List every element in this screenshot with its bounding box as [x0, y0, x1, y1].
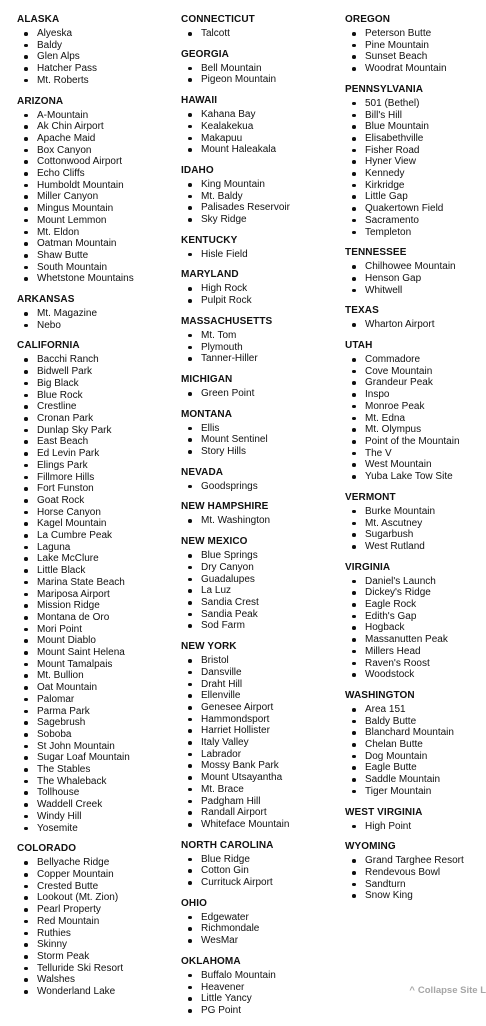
- collapse-site-list-label: Collapse Site L: [417, 985, 486, 996]
- site-link[interactable]: Dunlap Sky Park: [17, 425, 177, 437]
- state-section: [181, 409, 341, 458]
- state-heading: MICHIGAN: [181, 373, 233, 385]
- state-heading: TEXAS: [345, 305, 379, 317]
- site-link[interactable]: Mt. Eldon: [17, 227, 177, 239]
- caret-up-icon: ^: [409, 985, 415, 996]
- site-link[interactable]: Mt. Ascutney: [345, 518, 486, 530]
- site-link[interactable]: La Luz: [181, 585, 341, 597]
- site-link[interactable]: Ellis: [181, 423, 341, 435]
- site-link[interactable]: Templeton: [345, 227, 486, 239]
- state-heading: MASSACHUSETTS: [181, 315, 273, 327]
- site-link[interactable]: Cronan Park: [17, 413, 177, 425]
- state-section: [181, 165, 341, 226]
- site-link[interactable]: Little Yancy: [181, 993, 341, 1005]
- site-link[interactable]: Oat Mountain: [17, 682, 177, 694]
- state-heading: NEVADA: [181, 466, 224, 478]
- state-heading: CALIFORNIA: [17, 340, 80, 352]
- site-link[interactable]: Sugarbush: [345, 529, 486, 541]
- site-link[interactable]: Heavener: [181, 982, 341, 994]
- site-list: [181, 550, 341, 632]
- site-link[interactable]: East Beach: [17, 436, 177, 448]
- site-link[interactable]: Baldy: [17, 40, 177, 52]
- site-link[interactable]: A-Mountain: [17, 110, 177, 122]
- site-link[interactable]: Laguna: [17, 542, 177, 554]
- site-link[interactable]: Kealakekua: [181, 121, 341, 133]
- state-heading: TENNESSEE: [345, 247, 407, 259]
- site-link[interactable]: Mount Utsayantha: [181, 772, 341, 784]
- state-section: [181, 898, 341, 947]
- site-link[interactable]: Elisabethville: [345, 133, 486, 145]
- site-link[interactable]: Horse Canyon: [17, 507, 177, 519]
- site-link[interactable]: Hammondsport: [181, 714, 341, 726]
- site-link[interactable]: Windy Hill: [17, 811, 177, 823]
- state-heading: OKLAHOMA: [181, 955, 241, 967]
- site-list: [181, 423, 341, 458]
- site-list: [345, 576, 486, 681]
- site-link[interactable]: Tiger Mountain: [345, 786, 486, 798]
- site-link[interactable]: Chelan Butte: [345, 739, 486, 751]
- site-link[interactable]: Sunset Beach: [345, 51, 486, 63]
- site-link[interactable]: Hogback: [345, 622, 486, 634]
- site-link[interactable]: Palomar: [17, 694, 177, 706]
- site-list: [17, 28, 177, 87]
- site-link[interactable]: Lookout (Mt. Zion): [17, 892, 177, 904]
- site-link[interactable]: Yosemite: [17, 823, 177, 835]
- site-link[interactable]: Box Canyon: [17, 145, 177, 157]
- site-link[interactable]: Telluride Ski Resort: [17, 963, 177, 975]
- state-section: [345, 84, 486, 238]
- site-link[interactable]: Padgham Hill: [181, 796, 341, 808]
- site-link[interactable]: Plymouth: [181, 342, 341, 354]
- site-link[interactable]: Story Hills: [181, 446, 341, 458]
- site-list: [181, 854, 341, 889]
- site-link[interactable]: St John Mountain: [17, 741, 177, 753]
- site-link[interactable]: Ak Chin Airport: [17, 121, 177, 133]
- site-link[interactable]: Glen Alps: [17, 51, 177, 63]
- site-link[interactable]: Big Black: [17, 378, 177, 390]
- site-list: [181, 283, 341, 306]
- site-link[interactable]: South Mountain: [17, 262, 177, 274]
- site-list: [345, 319, 486, 331]
- site-link[interactable]: Hyner View: [345, 156, 486, 168]
- site-link[interactable]: Whitwell: [345, 285, 486, 297]
- site-link[interactable]: Sod Farm: [181, 620, 341, 632]
- state-heading: NEW YORK: [181, 641, 237, 653]
- site-link[interactable]: West Rutland: [345, 541, 486, 553]
- state-heading: OREGON: [345, 14, 391, 25]
- site-list: [345, 704, 486, 798]
- state-section: [345, 340, 486, 483]
- site-list: [181, 249, 341, 261]
- site-link[interactable]: Mount Saint Helena: [17, 647, 177, 659]
- site-link[interactable]: Goodsprings: [181, 481, 341, 493]
- state-heading: KENTUCKY: [181, 234, 238, 246]
- site-link[interactable]: Soboba: [17, 729, 177, 741]
- site-list: [181, 28, 341, 40]
- site-link[interactable]: Tollhouse: [17, 787, 177, 799]
- site-link[interactable]: Sagebrush: [17, 717, 177, 729]
- site-link[interactable]: Buffalo Mountain: [181, 970, 341, 982]
- site-link[interactable]: Pulpit Rock: [181, 295, 341, 307]
- site-link[interactable]: Ed Levin Park: [17, 448, 177, 460]
- site-link[interactable]: Currituck Airport: [181, 877, 341, 889]
- site-link[interactable]: Crested Butte: [17, 881, 177, 893]
- site-link[interactable]: Blue Springs: [181, 550, 341, 562]
- site-link[interactable]: Alyeska: [17, 28, 177, 40]
- site-link[interactable]: Commadore: [345, 354, 486, 366]
- site-link[interactable]: Wharton Airport: [345, 319, 486, 331]
- site-link[interactable]: Dog Mountain: [345, 751, 486, 763]
- site-link[interactable]: Echo Cliffs: [17, 168, 177, 180]
- site-link[interactable]: Eagle Butte: [345, 762, 486, 774]
- site-link[interactable]: Mori Point: [17, 624, 177, 636]
- site-link[interactable]: Mariposa Airport: [17, 589, 177, 601]
- site-link[interactable]: High Rock: [181, 283, 341, 295]
- state-section: [345, 247, 486, 296]
- site-link[interactable]: The Stables: [17, 764, 177, 776]
- state-section: [345, 562, 486, 681]
- site-link[interactable]: Mt. Washington: [181, 515, 341, 527]
- site-link[interactable]: Mount Lemmon: [17, 215, 177, 227]
- site-link[interactable]: Bristol: [181, 655, 341, 667]
- site-link[interactable]: Skinny: [17, 939, 177, 951]
- site-link[interactable]: Raven's Roost: [345, 658, 486, 670]
- site-link[interactable]: Blanchard Mountain: [345, 727, 486, 739]
- site-link[interactable]: Area 151: [345, 704, 486, 716]
- site-link[interactable]: Goat Rock: [17, 495, 177, 507]
- site-link[interactable]: Kagel Mountain: [17, 518, 177, 530]
- site-link[interactable]: Makapuu: [181, 133, 341, 145]
- site-link[interactable]: Burke Mountain: [345, 506, 486, 518]
- site-link[interactable]: Bell Mountain: [181, 63, 341, 75]
- site-link[interactable]: Sandia Crest: [181, 597, 341, 609]
- site-list: [181, 63, 341, 86]
- site-link[interactable]: Italy Valley: [181, 737, 341, 749]
- site-link[interactable]: Draht Hill: [181, 679, 341, 691]
- site-list: [181, 109, 341, 156]
- site-link[interactable]: Little Gap: [345, 191, 486, 203]
- site-link[interactable]: Peterson Butte: [345, 28, 486, 40]
- site-link[interactable]: Dickey's Ridge: [345, 587, 486, 599]
- site-link[interactable]: Mount Haleakala: [181, 144, 341, 156]
- site-link[interactable]: Palisades Reservoir: [181, 202, 341, 214]
- site-column-2: [181, 14, 341, 1026]
- site-link[interactable]: Miller Canyon: [17, 191, 177, 203]
- site-link[interactable]: Monroe Peak: [345, 401, 486, 413]
- state-section: [181, 840, 341, 889]
- site-link[interactable]: Saddle Mountain: [345, 774, 486, 786]
- state-section: [345, 690, 486, 798]
- site-link[interactable]: Dry Canyon: [181, 562, 341, 574]
- site-link[interactable]: Bidwell Park: [17, 366, 177, 378]
- site-link[interactable]: Mt. Brace: [181, 784, 341, 796]
- site-link[interactable]: Mt. Edna: [345, 413, 486, 425]
- site-link[interactable]: Quakertown Field: [345, 203, 486, 215]
- state-section: [181, 269, 341, 306]
- collapse-site-list-button[interactable]: [409, 985, 486, 996]
- site-link[interactable]: Mount Tamalpais: [17, 659, 177, 671]
- state-section: [17, 340, 177, 834]
- site-link[interactable]: Richmondale: [181, 923, 341, 935]
- site-link[interactable]: Kennedy: [345, 168, 486, 180]
- site-link[interactable]: Yuba Lake Tow Site: [345, 471, 486, 483]
- site-link[interactable]: Millers Head: [345, 646, 486, 658]
- site-link[interactable]: Fort Funston: [17, 483, 177, 495]
- site-link[interactable]: Pigeon Mountain: [181, 74, 341, 86]
- site-link[interactable]: Chilhowee Mountain: [345, 261, 486, 273]
- site-link[interactable]: Red Mountain: [17, 916, 177, 928]
- site-link[interactable]: The V: [345, 448, 486, 460]
- site-link[interactable]: Walshes: [17, 974, 177, 986]
- site-link[interactable]: Hisle Field: [181, 249, 341, 261]
- site-link[interactable]: Mt. Bullion: [17, 670, 177, 682]
- site-link[interactable]: Elings Park: [17, 460, 177, 472]
- site-list: [17, 308, 177, 331]
- site-link[interactable]: Sugar Loaf Mountain: [17, 752, 177, 764]
- site-link[interactable]: Waddell Creek: [17, 799, 177, 811]
- state-heading: MARYLAND: [181, 269, 239, 281]
- site-list: [345, 855, 486, 902]
- site-link[interactable]: Mingus Mountain: [17, 203, 177, 215]
- site-link[interactable]: Point of the Mountain: [345, 436, 486, 448]
- site-link[interactable]: Fisher Road: [345, 145, 486, 157]
- site-list: [17, 110, 177, 286]
- state-section: [181, 49, 341, 86]
- site-link[interactable]: Whetstone Mountains: [17, 273, 177, 285]
- site-link[interactable]: Blue Mountain: [345, 121, 486, 133]
- state-heading: WEST VIRGINIA: [345, 806, 423, 818]
- site-link[interactable]: 501 (Bethel): [345, 98, 486, 110]
- site-link[interactable]: Oatman Mountain: [17, 238, 177, 250]
- site-link[interactable]: Little Black: [17, 565, 177, 577]
- state-heading: VERMONT: [345, 491, 396, 503]
- state-heading: COLORADO: [17, 843, 77, 855]
- state-section: [17, 843, 177, 997]
- site-list: [181, 330, 341, 365]
- site-link[interactable]: Grandeur Peak: [345, 377, 486, 389]
- site-list: [181, 912, 341, 947]
- site-link[interactable]: Harriet Hollister: [181, 725, 341, 737]
- state-heading: ARKANSAS: [17, 294, 75, 306]
- state-heading: IDAHO: [181, 164, 214, 176]
- site-link[interactable]: Pearl Property: [17, 904, 177, 916]
- site-list: [345, 28, 486, 75]
- site-link[interactable]: Marina State Beach: [17, 577, 177, 589]
- site-link[interactable]: Storm Peak: [17, 951, 177, 963]
- site-link[interactable]: Wonderland Lake: [17, 986, 177, 998]
- state-section: [181, 95, 341, 156]
- site-link[interactable]: Bill's Hill: [345, 110, 486, 122]
- site-link[interactable]: Mt. Roberts: [17, 75, 177, 87]
- site-link[interactable]: Pine Mountain: [345, 40, 486, 52]
- site-link[interactable]: Montana de Oro: [17, 612, 177, 624]
- state-heading: ALASKA: [17, 14, 60, 25]
- site-link[interactable]: Mount Sentinel: [181, 434, 341, 446]
- state-section: [345, 841, 486, 902]
- state-section: [181, 956, 341, 1017]
- site-list: [345, 506, 486, 553]
- site-link[interactable]: Sandia Peak: [181, 609, 341, 621]
- site-link[interactable]: Woodrat Mountain: [345, 63, 486, 75]
- site-link[interactable]: La Cumbre Peak: [17, 530, 177, 542]
- state-section: [17, 294, 177, 331]
- site-link[interactable]: Green Point: [181, 388, 341, 400]
- site-link[interactable]: Baldy Butte: [345, 716, 486, 728]
- site-link[interactable]: Mt. Magazine: [17, 308, 177, 320]
- site-list: [181, 970, 341, 1017]
- state-section: [17, 14, 177, 87]
- site-link[interactable]: Parma Park: [17, 706, 177, 718]
- site-link[interactable]: Labrador: [181, 749, 341, 761]
- state-section: [17, 96, 177, 286]
- site-link[interactable]: Ruthies: [17, 928, 177, 940]
- site-column-1: [17, 14, 177, 1007]
- state-section: [345, 492, 486, 553]
- site-link[interactable]: Shaw Butte: [17, 250, 177, 262]
- state-heading: OHIO: [181, 897, 207, 909]
- site-link[interactable]: Cottonwood Airport: [17, 156, 177, 168]
- site-link[interactable]: Kahana Bay: [181, 109, 341, 121]
- site-list: [181, 515, 341, 527]
- state-section: [345, 305, 486, 331]
- state-section: [181, 467, 341, 493]
- site-link[interactable]: King Mountain: [181, 179, 341, 191]
- state-heading: CONNECTICUT: [181, 14, 255, 25]
- state-heading: HAWAII: [181, 95, 218, 107]
- site-list: [17, 857, 177, 997]
- state-section: [181, 501, 341, 527]
- site-link[interactable]: Bacchi Ranch: [17, 354, 177, 366]
- site-link[interactable]: Ellenville: [181, 690, 341, 702]
- site-list: [345, 261, 486, 296]
- site-link[interactable]: Tanner-Hiller: [181, 353, 341, 365]
- site-link[interactable]: Grand Targhee Resort: [345, 855, 486, 867]
- site-link[interactable]: Edgewater: [181, 912, 341, 924]
- site-link[interactable]: Mt. Baldy: [181, 191, 341, 203]
- site-link[interactable]: Henson Gap: [345, 273, 486, 285]
- site-link[interactable]: Humboldt Mountain: [17, 180, 177, 192]
- site-link[interactable]: Dansville: [181, 667, 341, 679]
- site-link[interactable]: Crestline: [17, 401, 177, 413]
- site-link[interactable]: Mt. Olympus: [345, 424, 486, 436]
- site-link[interactable]: Guadalupes: [181, 574, 341, 586]
- site-link[interactable]: PG Point: [181, 1005, 341, 1017]
- site-link[interactable]: Massanutten Peak: [345, 634, 486, 646]
- site-link[interactable]: Apache Maid: [17, 133, 177, 145]
- site-link[interactable]: Snow King: [345, 890, 486, 902]
- state-heading: VIRGINIA: [345, 561, 391, 573]
- site-link[interactable]: Woodstock: [345, 669, 486, 681]
- site-link[interactable]: Mt. Tom: [181, 330, 341, 342]
- site-link[interactable]: Mount Diablo: [17, 635, 177, 647]
- state-heading: NEW MEXICO: [181, 536, 248, 548]
- site-link[interactable]: Fillmore Hills: [17, 472, 177, 484]
- site-link[interactable]: Kirkridge: [345, 180, 486, 192]
- site-link[interactable]: Daniel's Launch: [345, 576, 486, 588]
- site-link[interactable]: Hatcher Pass: [17, 63, 177, 75]
- site-link[interactable]: Rendevous Bowl: [345, 867, 486, 879]
- site-link[interactable]: Sky Ridge: [181, 214, 341, 226]
- site-link[interactable]: Inspo: [345, 389, 486, 401]
- state-heading: GEORGIA: [181, 48, 229, 60]
- site-link[interactable]: High Point: [345, 821, 486, 833]
- site-list: [17, 354, 177, 834]
- site-list: [345, 354, 486, 483]
- site-link[interactable]: Mossy Bank Park: [181, 760, 341, 772]
- site-list: [181, 179, 341, 226]
- state-section: [181, 536, 341, 632]
- state-section: [181, 235, 341, 261]
- state-section: [181, 316, 341, 365]
- site-link[interactable]: Mission Ridge: [17, 600, 177, 612]
- site-list: [345, 98, 486, 238]
- state-section: [181, 641, 341, 831]
- site-link[interactable]: Whiteface Mountain: [181, 819, 341, 831]
- site-link[interactable]: Blue Ridge: [181, 854, 341, 866]
- state-section: [181, 14, 341, 40]
- site-list: [181, 655, 341, 831]
- site-link[interactable]: Talcott: [181, 28, 341, 40]
- site-link[interactable]: Sacramento: [345, 215, 486, 227]
- state-heading: NORTH CAROLINA: [181, 839, 274, 851]
- site-link[interactable]: Lake McClure: [17, 553, 177, 565]
- state-section: [345, 14, 486, 75]
- site-link[interactable]: Randall Airport: [181, 807, 341, 819]
- state-heading: NEW HAMPSHIRE: [181, 501, 269, 513]
- state-section: [181, 374, 341, 400]
- site-link[interactable]: Cove Mountain: [345, 366, 486, 378]
- state-heading: MONTANA: [181, 408, 233, 420]
- site-link[interactable]: Blue Rock: [17, 390, 177, 402]
- site-link[interactable]: Cotton Gin: [181, 865, 341, 877]
- site-column-3: [345, 14, 486, 911]
- state-heading: WASHINGTON: [345, 689, 415, 701]
- site-list: [181, 481, 341, 493]
- state-heading: ARIZONA: [17, 95, 64, 107]
- site-link[interactable]: Edith's Gap: [345, 611, 486, 623]
- state-section: [345, 807, 486, 833]
- site-link[interactable]: West Mountain: [345, 459, 486, 471]
- site-link[interactable]: Genesee Airport: [181, 702, 341, 714]
- site-link[interactable]: Eagle Rock: [345, 599, 486, 611]
- site-link[interactable]: Copper Mountain: [17, 869, 177, 881]
- state-heading: WYOMING: [345, 841, 396, 853]
- site-link[interactable]: WesMar: [181, 935, 341, 947]
- site-list: [345, 821, 486, 833]
- site-link[interactable]: Bellyache Ridge: [17, 857, 177, 869]
- state-heading: UTAH: [345, 340, 373, 352]
- site-link[interactable]: Nebo: [17, 320, 177, 332]
- site-link[interactable]: The Whaleback: [17, 776, 177, 788]
- state-heading: PENNSYLVANIA: [345, 83, 424, 95]
- site-link[interactable]: Sandturn: [345, 879, 486, 891]
- site-list: [181, 388, 341, 400]
